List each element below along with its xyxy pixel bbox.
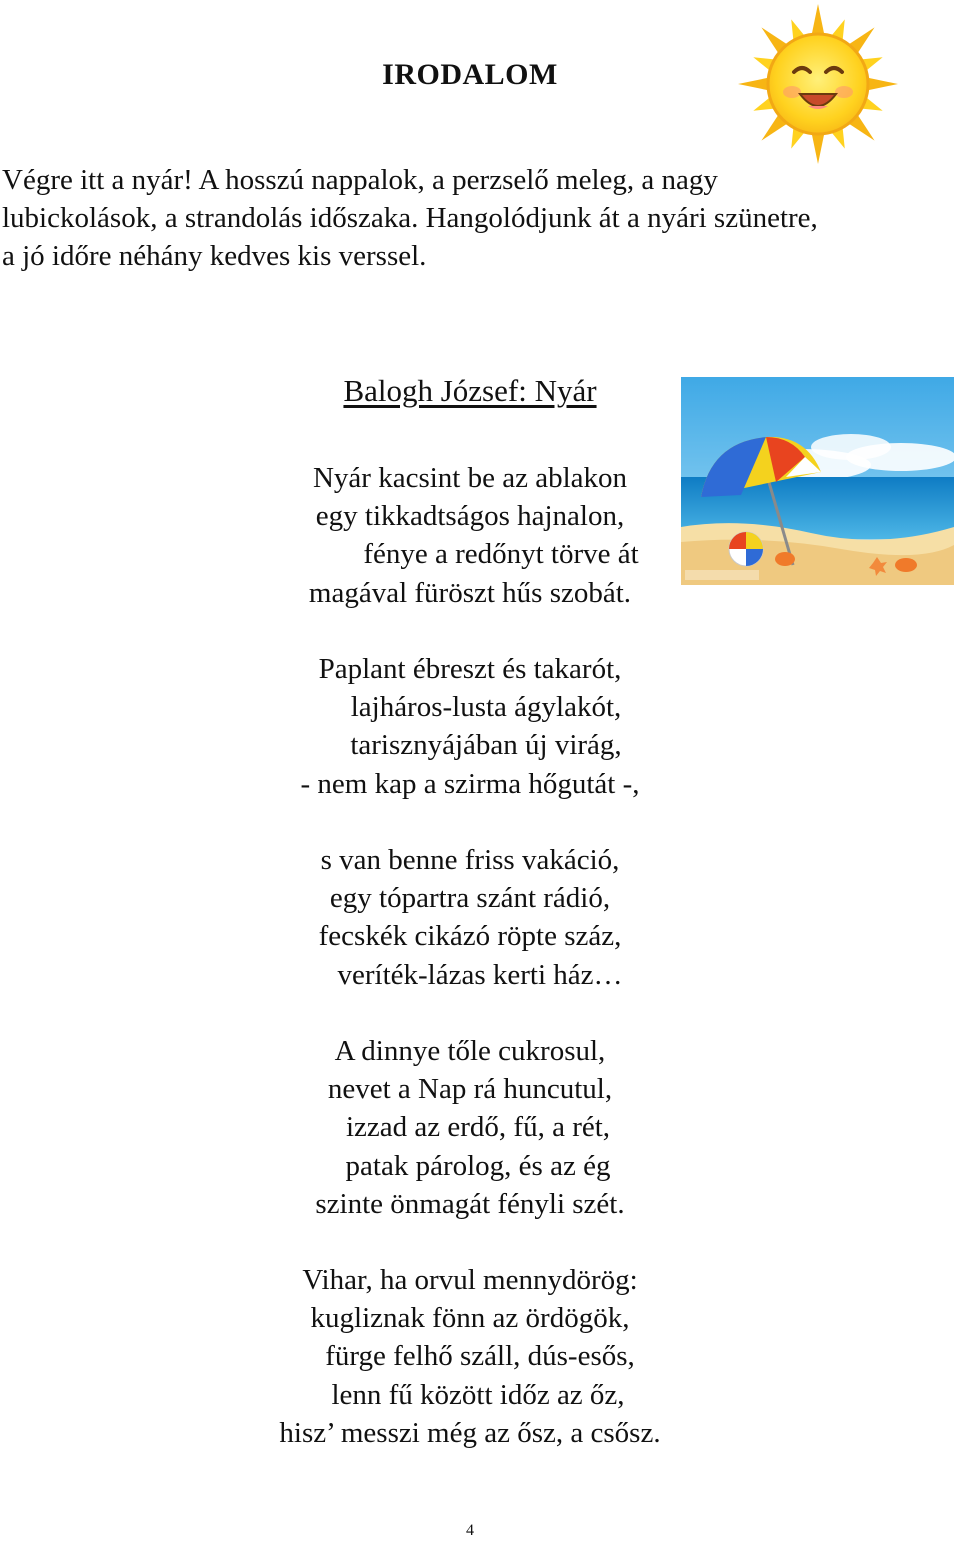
verse-line: izzad az erdő, fű, a rét, <box>345 1111 611 1144</box>
page-number: 4 <box>466 1522 474 1539</box>
verse-line: nevet a Nap rá huncutul, <box>327 1073 613 1106</box>
verse-line: Vihar, ha orvul mennydörög: <box>302 1264 638 1296</box>
verse-line: A dinnye tőle cukrosul, <box>334 1035 606 1067</box>
verse-line: kugliznak fönn az ördögök, <box>310 1302 630 1335</box>
poem-stanza-1 <box>0 459 940 612</box>
intro-line: lubickolások, a strandolás időszaka. Hangolódjunk át a nyári szünetre, <box>2 202 818 234</box>
verse-line: patak párolog, és az ég <box>345 1149 611 1182</box>
verse-line: Paplant ébreszt és takarót, <box>318 653 622 685</box>
verse-line: egy tikkadtságos hajnalon, <box>315 500 625 533</box>
sun-ray <box>811 132 824 164</box>
sun-ray <box>866 77 898 90</box>
verse-line: Nyár kacsint be az ablakon <box>312 462 628 494</box>
verse-line: szinte önmagát fényli szét. <box>315 1187 625 1220</box>
verse-line: - nem kap a szirma hőgutát -, <box>300 767 640 800</box>
poem-stanza-3 <box>0 841 940 994</box>
smiling-sun-icon <box>732 2 904 164</box>
poem-stanza-5 <box>0 1261 940 1452</box>
intro-paragraph <box>2 161 952 275</box>
intro-line: a jó időre néhány kedves kis verssel. <box>2 240 427 272</box>
verse-line: fürge felhő száll, dús-esős, <box>325 1340 635 1373</box>
intro-line: Végre itt a nyár! A hosszú nappalok, a perzselő meleg, a nagy <box>2 164 718 196</box>
sun-ray <box>738 77 770 90</box>
verse-line: lajháros-lusta ágylakót, <box>350 691 622 724</box>
verse-line: fénye a redőnyt törve át <box>363 538 639 571</box>
verse-line: lenn fű között időz az őz, <box>331 1378 625 1411</box>
verse-line: veríték-lázas kerti ház… <box>337 958 623 991</box>
verse-line: egy tópartra szánt rádió, <box>329 882 611 915</box>
verse-line: magával füröszt hűs szobát. <box>308 576 632 609</box>
verse-line: s van benne friss vakáció, <box>320 844 620 876</box>
poem-stanza-2 <box>0 650 940 803</box>
sun-ray <box>811 4 824 36</box>
verse-line: fecskék cikázó röpte száz, <box>318 920 622 953</box>
verse-line: hisz’ messzi még az ősz, a csősz. <box>279 1416 661 1449</box>
page-heading: IRODALOM <box>382 58 558 91</box>
poem-stanza-4 <box>0 1032 940 1223</box>
poem-title: Balogh József: Nyár <box>343 373 597 408</box>
verse-line: tarisznyájában új virág, <box>350 729 622 762</box>
